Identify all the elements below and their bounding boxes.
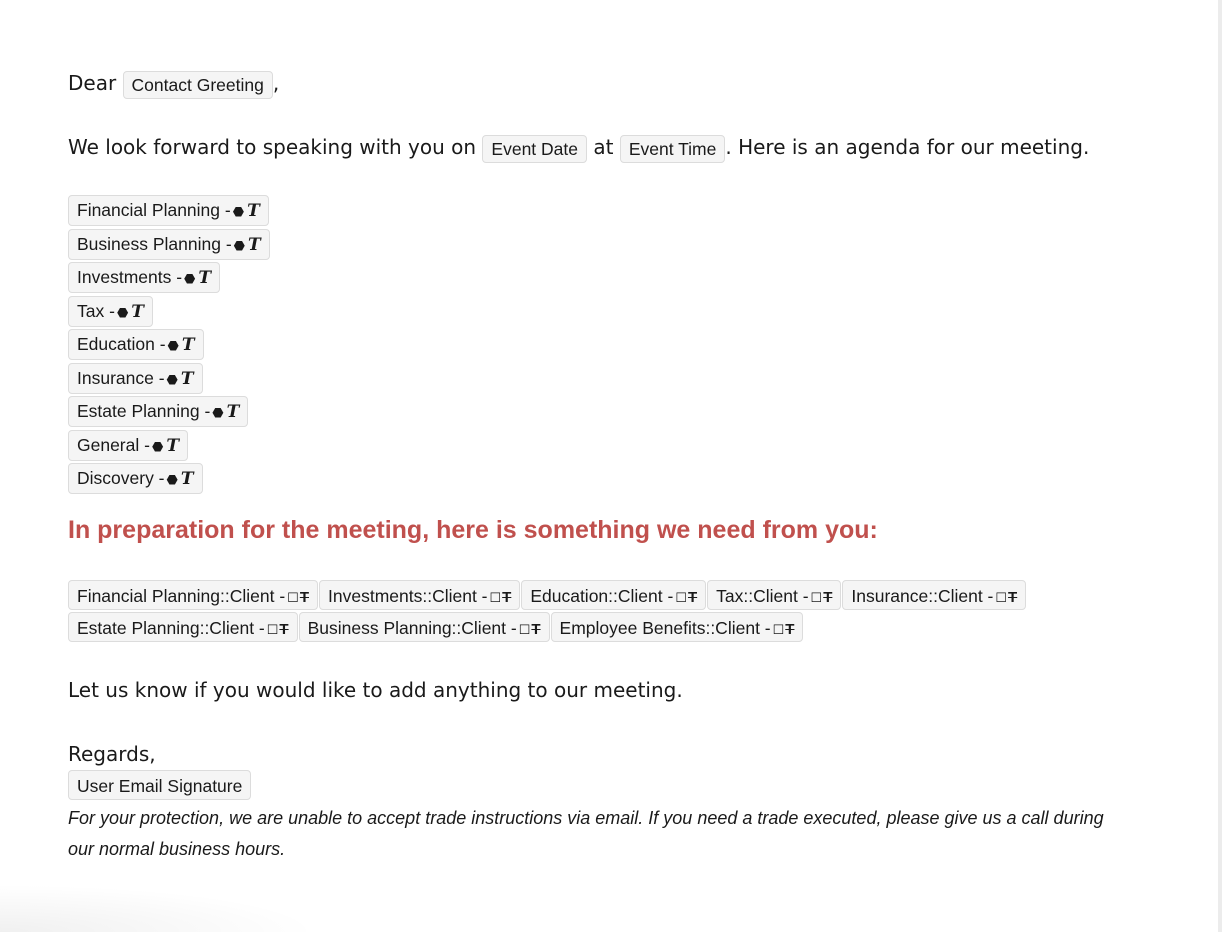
clear-format-icon: T <box>687 589 698 606</box>
client-need-token[interactable] <box>68 580 318 610</box>
intro-line <box>68 132 1089 163</box>
agenda-token[interactable] <box>68 463 203 494</box>
bullet-list-icon: ⬣ <box>151 438 164 454</box>
clear-format-icon: T <box>502 589 512 606</box>
text-format-icon: T <box>247 201 260 221</box>
regards-line: Regards, <box>68 742 156 766</box>
agenda-token[interactable] <box>68 262 220 293</box>
client-need-label: Tax::Client - <box>716 586 809 606</box>
agenda-token-label: Estate Planning - <box>77 401 211 421</box>
bullet-list-icon: ⬣ <box>166 472 178 487</box>
greeting-dear: Dear <box>68 71 117 95</box>
text-format-icon: T <box>248 234 261 255</box>
client-need-label: Employee Benefits::Client - <box>559 618 771 638</box>
closing-line: Let us know if you would like to add anything to our meeting. <box>68 678 683 702</box>
agenda-token-label: General - <box>77 434 150 455</box>
bottom-shadow <box>0 884 320 932</box>
client-need-token[interactable] <box>707 580 841 610</box>
contact-greeting-token[interactable]: Contact Greeting <box>123 71 273 99</box>
client-need-label: Education::Client - <box>530 586 674 606</box>
bullet-list-icon: ⬣ <box>184 271 196 286</box>
agenda-token[interactable] <box>68 329 204 360</box>
checkbox-icon: ☐ <box>995 590 1008 605</box>
agenda-token-label: Insurance - <box>77 367 165 388</box>
agenda-token[interactable] <box>68 363 203 394</box>
text-format-icon: T <box>226 402 240 422</box>
client-need-label: Estate Planning::Client - <box>77 618 265 638</box>
checkbox-icon: ☐ <box>266 622 279 637</box>
agenda-token[interactable] <box>68 296 153 327</box>
agenda-token[interactable] <box>68 430 188 461</box>
greeting-line <box>68 68 279 99</box>
intro-prefix: We look forward to speaking with you on <box>68 135 477 159</box>
clear-format-icon: T <box>279 621 289 638</box>
bullet-list-icon: ⬣ <box>167 338 179 353</box>
client-needs-list <box>68 580 1148 644</box>
client-need-token[interactable] <box>319 580 520 610</box>
client-need-label: Financial Planning::Client - <box>77 586 286 606</box>
client-need-label: Investments::Client - <box>328 586 488 606</box>
bullet-list-icon: ⬣ <box>212 405 224 420</box>
client-need-token[interactable] <box>551 612 804 642</box>
agenda-token[interactable] <box>68 396 248 427</box>
intro-at: at <box>593 135 614 159</box>
agenda-token[interactable] <box>68 195 269 226</box>
client-need-token[interactable] <box>68 612 298 642</box>
event-time-token[interactable]: Event Time <box>620 135 726 163</box>
checkbox-icon: ☐ <box>675 590 687 605</box>
disclaimer-text: For your protection, we are unable to accept trade instructions via email. If you need a trade executed, please give us a call during our normal business hours. <box>68 808 1104 859</box>
clear-format-icon: T <box>1008 589 1018 606</box>
checkbox-icon: ☐ <box>772 622 785 637</box>
page-right-edge <box>1218 0 1222 932</box>
text-format-icon: T <box>180 469 194 489</box>
checkbox-icon: ☐ <box>518 622 531 637</box>
agenda-token[interactable] <box>68 229 270 260</box>
clear-format-icon: T <box>785 621 795 638</box>
agenda-list <box>68 195 668 497</box>
greeting-comma: , <box>272 71 280 95</box>
agenda-token-label: Investments - <box>77 267 183 287</box>
text-format-icon: T <box>198 268 212 288</box>
client-need-token[interactable] <box>299 612 550 642</box>
clear-format-icon: T <box>531 621 541 638</box>
bullet-list-icon: ⬣ <box>166 371 178 387</box>
clear-format-icon: T <box>823 589 833 606</box>
client-need-token[interactable] <box>521 580 706 610</box>
agenda-token-label: Education - <box>77 334 166 354</box>
agenda-token-label: Business Planning - <box>77 233 232 254</box>
event-date-token[interactable]: Event Date <box>482 135 587 163</box>
signature-wrapper <box>68 770 251 800</box>
text-format-icon: T <box>181 335 195 355</box>
bullet-list-icon: ⬣ <box>116 304 129 320</box>
client-need-token[interactable] <box>842 580 1026 610</box>
bullet-list-icon: ⬣ <box>232 204 245 219</box>
bullet-list-icon: ⬣ <box>233 237 246 253</box>
checkbox-icon: ☐ <box>287 590 299 605</box>
text-format-icon: T <box>131 301 144 322</box>
agenda-token-label: Financial Planning - <box>77 200 231 220</box>
text-format-icon: T <box>180 368 194 389</box>
intro-suffix: . Here is an agenda for our meeting. <box>725 135 1090 159</box>
agenda-token-label: Discovery - <box>77 468 165 488</box>
user-email-signature-token[interactable]: User Email Signature <box>68 770 251 800</box>
text-format-icon: T <box>166 435 179 456</box>
prep-heading: In preparation for the meeting, here is something we need from you: <box>68 516 878 544</box>
client-need-label: Insurance::Client - <box>851 586 994 606</box>
checkbox-icon: ☐ <box>489 590 502 605</box>
checkbox-icon: ☐ <box>810 590 823 605</box>
clear-format-icon: T <box>299 589 309 606</box>
client-need-label: Business Planning::Client - <box>307 618 517 638</box>
agenda-token-label: Tax - <box>77 300 115 321</box>
